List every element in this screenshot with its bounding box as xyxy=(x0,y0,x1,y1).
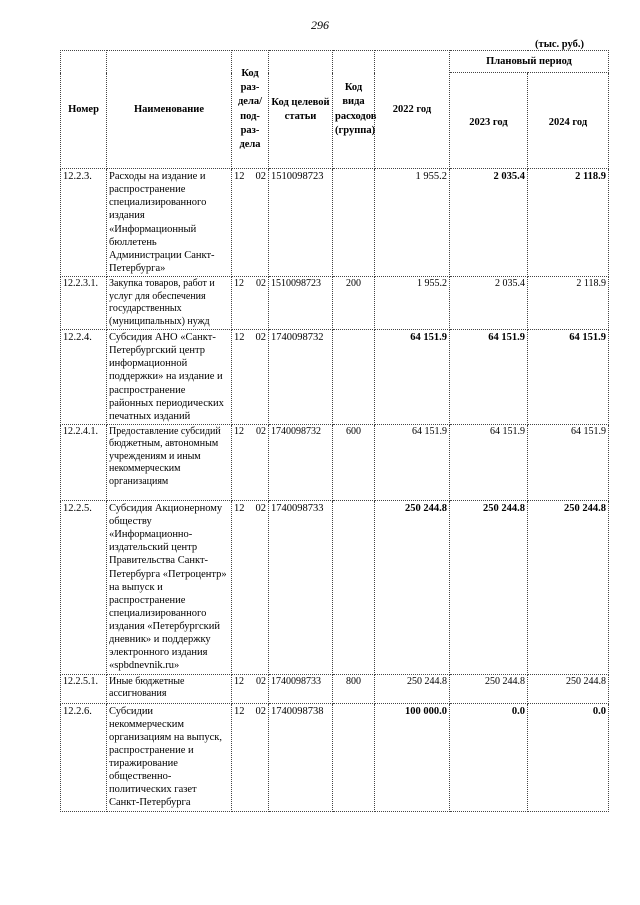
header-year-2023: 2023 год xyxy=(450,73,528,169)
row-2022: 1 955.2 xyxy=(375,277,450,330)
row-podrazdel: 02 xyxy=(255,502,266,514)
row-razdel: 12 xyxy=(234,675,244,687)
units-label: (тыс. руб.) xyxy=(535,39,584,50)
row-name: Закупка товаров, работ и услуг для обеспечения государственных (муниципальных) нужд xyxy=(107,277,232,330)
table-row xyxy=(61,330,609,425)
header-section-code: Код раз-дела/ под-раз-дела xyxy=(232,51,269,169)
row-2023: 2 035.4 xyxy=(450,169,528,277)
row-2023: 0.0 xyxy=(450,703,528,811)
row-razdel: 12 xyxy=(234,705,245,717)
row-number: 12.2.5. xyxy=(61,500,107,674)
row-name: Субсидия Акционерному обществу «Информационно-издательский центр Правительства Санкт-Петербурга «Петроцентр» на выпуск и распространение специализированного издания «Петербургский дневник» и поддержку электронного издания «spbdnevnik.ru» xyxy=(107,500,232,674)
row-2023: 250 244.8 xyxy=(450,674,528,703)
header-number: Номер xyxy=(61,51,107,169)
row-name: Субсидия АНО «Санкт-Петербургский центр информационной поддержки» на издание и распространение районных периодических печатных изданий xyxy=(107,330,232,425)
row-target-code: 1510098723 xyxy=(269,169,333,277)
row-number: 12.2.3.1. xyxy=(61,277,107,330)
row-2024: 64 151.9 xyxy=(528,424,609,500)
row-target-code: 1740098732 xyxy=(269,424,333,500)
row-name: Субсидии некоммерческим организациям на выпуск, распространение и тиражирование общественно-политических газет Санкт-Петербурга xyxy=(107,703,232,811)
header-year-2022: 2022 год xyxy=(375,51,450,169)
row-2024: 250 244.8 xyxy=(528,674,609,703)
row-expense-type xyxy=(333,500,375,674)
header-expense-type: Код вида расходов (группа) xyxy=(333,51,375,169)
table-row xyxy=(61,703,609,811)
row-section-code xyxy=(232,277,269,330)
row-razdel: 12 xyxy=(234,332,245,343)
row-razdel: 12 xyxy=(234,171,245,182)
budget-table xyxy=(60,50,609,812)
row-expense-type xyxy=(333,330,375,425)
row-name: Расходы на издание и распространение специализированного издания «Информационный бюллетень Администрации Санкт-Петербурга» xyxy=(107,169,232,277)
page-number: 296 xyxy=(311,18,329,32)
row-section-code xyxy=(232,703,269,811)
row-podrazdel: 02 xyxy=(255,705,266,717)
row-2023: 64 151.9 xyxy=(450,330,528,425)
table-row xyxy=(61,277,609,330)
row-2024: 250 244.8 xyxy=(528,500,609,674)
row-section-code xyxy=(232,330,269,425)
row-number: 12.2.4. xyxy=(61,330,107,425)
row-section-code xyxy=(232,500,269,674)
header-planning-period: Плановый период xyxy=(450,51,609,73)
header-name: Наименование xyxy=(107,51,232,169)
row-expense-type xyxy=(333,169,375,277)
row-podrazdel: 02 xyxy=(255,332,266,343)
table-row xyxy=(61,169,609,277)
row-2024: 64 151.9 xyxy=(528,330,609,425)
row-2022: 64 151.9 xyxy=(375,330,450,425)
header-year-2024: 2024 год xyxy=(528,73,609,169)
row-number: 12.2.5.1. xyxy=(61,674,107,703)
row-expense-type: 800 xyxy=(333,674,375,703)
row-section-code xyxy=(232,169,269,277)
row-razdel: 12 xyxy=(234,425,244,437)
row-name: Предоставление субсидий бюджетным, автономным учреждениям и иным некоммерческим организациям xyxy=(107,424,232,500)
table-row xyxy=(61,500,609,674)
table-row xyxy=(61,674,609,703)
header-target-code: Код целевой статьи xyxy=(269,51,333,169)
row-podrazdel: 02 xyxy=(256,278,266,289)
row-2022: 100 000.0 xyxy=(375,703,450,811)
row-2022: 250 244.8 xyxy=(375,674,450,703)
row-2024: 0.0 xyxy=(528,703,609,811)
row-section-code xyxy=(232,674,269,703)
row-2023: 250 244.8 xyxy=(450,500,528,674)
row-expense-type: 600 xyxy=(333,424,375,500)
row-razdel: 12 xyxy=(234,278,244,289)
row-2022: 64 151.9 xyxy=(375,424,450,500)
row-2022: 1 955.2 xyxy=(375,169,450,277)
row-podrazdel: 02 xyxy=(256,425,266,437)
row-2024: 2 118.9 xyxy=(528,277,609,330)
row-2022: 250 244.8 xyxy=(375,500,450,674)
row-target-code: 1740098733 xyxy=(269,500,333,674)
row-target-code: 1740098733 xyxy=(269,674,333,703)
row-target-code: 1740098738 xyxy=(269,703,333,811)
row-podrazdel: 02 xyxy=(256,675,266,687)
row-2023: 2 035.4 xyxy=(450,277,528,330)
row-number: 12.2.4.1. xyxy=(61,424,107,500)
row-expense-type xyxy=(333,703,375,811)
row-2024: 2 118.9 xyxy=(528,169,609,277)
row-razdel: 12 xyxy=(234,502,245,514)
row-expense-type: 200 xyxy=(333,277,375,330)
row-number: 12.2.6. xyxy=(61,703,107,811)
table-row xyxy=(61,424,609,500)
row-number: 12.2.3. xyxy=(61,169,107,277)
row-podrazdel: 02 xyxy=(255,171,266,182)
row-section-code xyxy=(232,424,269,500)
row-2023: 64 151.9 xyxy=(450,424,528,500)
row-target-code: 1510098723 xyxy=(269,277,333,330)
row-target-code: 1740098732 xyxy=(269,330,333,425)
row-name: Иные бюджетные ассигнования xyxy=(107,674,232,703)
